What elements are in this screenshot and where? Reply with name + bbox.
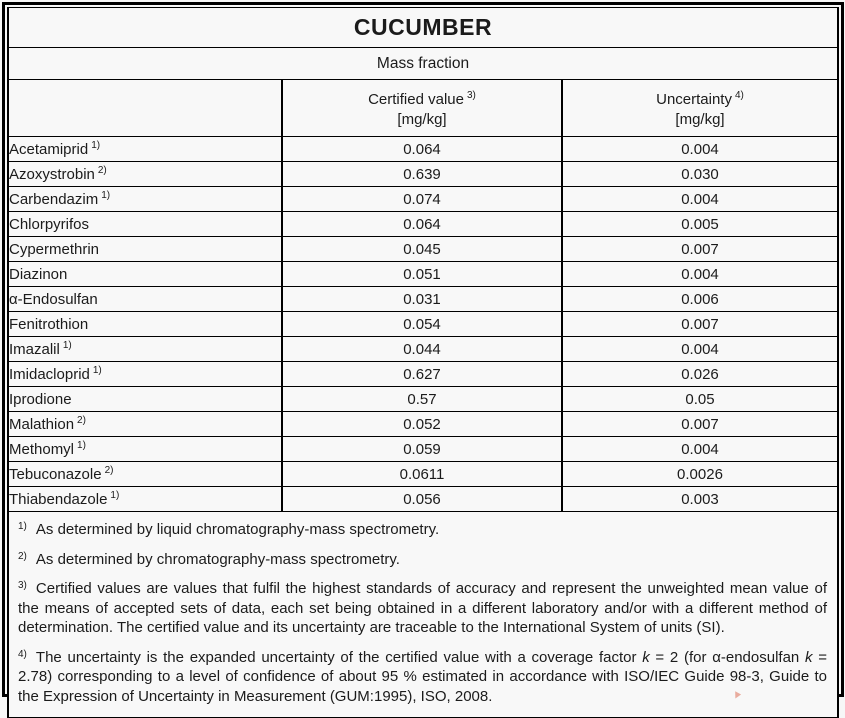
- table-row: [8, 187, 838, 212]
- substance-name: Azoxystrobin: [9, 166, 95, 183]
- table-row: [8, 162, 838, 187]
- table-row: [8, 487, 838, 512]
- certified-value-cell: 0.045: [282, 237, 562, 262]
- certified-value-label: [283, 86, 561, 110]
- uncertainty-cell: 0.003: [562, 487, 838, 512]
- uncertainty-cell: 0.030: [562, 162, 838, 187]
- subtitle-row: [8, 48, 838, 80]
- table-row: [8, 362, 838, 387]
- table-row: [8, 237, 838, 262]
- mass-fraction-label: Mass fraction: [8, 48, 838, 80]
- uncertainty-cell: 0.0026: [562, 462, 838, 487]
- empty-header-cell: [8, 80, 282, 137]
- substance-name-cell: [8, 387, 282, 412]
- footnote-ref: 2): [77, 415, 86, 426]
- footnote-ref: 1): [62, 340, 72, 351]
- certified-value-cell: 0.639: [282, 162, 562, 187]
- footnote-text: As determined by liquid chromatography-mass spectrometry.: [35, 521, 440, 538]
- uncertainty-cell: 0.006: [562, 287, 838, 312]
- table-row: [8, 262, 838, 287]
- footnote-text: As determined by chromatography-mass spectrometry.: [35, 550, 400, 568]
- substance-name-cell: [8, 137, 282, 162]
- uncertainty-cell: 0.004: [562, 337, 838, 362]
- footnote-ref: 1): [91, 140, 101, 151]
- substance-name: Iprodione: [9, 390, 72, 408]
- substance-name-cell: [8, 262, 282, 287]
- footnote-cell: [8, 512, 838, 718]
- header-label: Certified value: [368, 91, 464, 108]
- certified-value-cell: 0.054: [282, 312, 562, 337]
- table-row: [8, 287, 838, 312]
- substance-name: Carbendazim: [9, 191, 99, 208]
- substance-name-cell: [8, 312, 282, 337]
- footnote-ref: 1): [77, 440, 86, 451]
- uncertainty-cell: 0.005: [562, 212, 838, 237]
- certified-value-cell: 0.051: [282, 262, 562, 287]
- header-label: Uncertainty: [656, 91, 732, 108]
- certified-value-cell: 0.064: [282, 212, 562, 237]
- substance-rows: [8, 137, 838, 512]
- substance-name-cell: [8, 337, 282, 362]
- uncertainty-cell: 0.026: [562, 362, 838, 387]
- substance-name-cell: [8, 287, 282, 312]
- substance-name-cell: [8, 462, 282, 487]
- footnote-marker: 1): [18, 521, 27, 532]
- footnote: [18, 576, 827, 638]
- substance-name: Methomyl: [9, 441, 75, 458]
- table-row: [8, 437, 838, 462]
- footnote-ref: 1): [92, 365, 102, 376]
- footnote: [18, 547, 827, 570]
- substance-name: Chlorpyrifos: [9, 215, 90, 233]
- footnote-text: = 2.78) corresponding to a level of confidence of about 95 % estimated in accordance with ISO/IEC Guide 98-3, Guide to the Expression of Uncertainty in Measurement (GUM:1995), ISO, 2008.: [18, 648, 827, 705]
- uncertainty-cell: 0.007: [562, 237, 838, 262]
- uncertainty-label: [563, 86, 837, 110]
- certified-value-cell: 0.059: [282, 437, 562, 462]
- certified-value-cell: 0.056: [282, 487, 562, 512]
- substance-name-cell: [8, 412, 282, 437]
- table-row: [8, 137, 838, 162]
- substance-name: α-Endosulfan: [9, 290, 98, 308]
- certified-value-cell: 0.0611: [282, 462, 562, 487]
- footnote-text: k: [805, 648, 813, 666]
- uncertainty-cell: 0.007: [562, 312, 838, 337]
- certified-value-cell: 0.052: [282, 412, 562, 437]
- uncertainty-header: [562, 80, 838, 137]
- table-row: [8, 412, 838, 437]
- uncertainty-cell: 0.004: [562, 262, 838, 287]
- substance-name-cell: [8, 487, 282, 512]
- footnote-ref: 2): [104, 465, 114, 476]
- uncertainty-cell: 0.004: [562, 437, 838, 462]
- footnote-text: k: [642, 648, 650, 666]
- footnotes: [18, 517, 827, 706]
- footnote-ref-4: 4): [734, 90, 744, 101]
- footnote-ref: 2): [97, 165, 107, 176]
- substance-name: Imazalil: [9, 341, 60, 358]
- page-title: CUCUMBER: [8, 8, 838, 48]
- substance-name-cell: [8, 362, 282, 387]
- substance-name: Cypermethrin: [9, 240, 100, 258]
- certified-value-cell: 0.031: [282, 287, 562, 312]
- uncertainty-cell: 0.007: [562, 412, 838, 437]
- certificate-table-frame: [2, 2, 844, 705]
- footnote-marker: 3): [18, 580, 27, 591]
- substance-name-cell: [8, 162, 282, 187]
- footnote-text: Certified values are values that fulfil the highest standards of accuracy and represent the unweighted mean value of the means of accepted sets of data, each set being obtained in a different laboratory and/or with a different method of determination. The certified value and its uncertainty are traceable to the International System of units (SI).: [18, 580, 827, 636]
- substance-name-cell: [8, 237, 282, 262]
- footnote-marker: 4): [18, 648, 27, 660]
- footnote-text: The uncertainty is the expanded uncertainty of the certified value with a coverage factor: [35, 648, 643, 666]
- footnote-ref-3: 3): [466, 90, 476, 101]
- certified-value-cell: 0.57: [282, 387, 562, 412]
- substance-name: Acetamiprid: [9, 141, 89, 158]
- uncertainty-cell: 0.004: [562, 187, 838, 212]
- footnote-row: [8, 512, 838, 718]
- column-header-row: [8, 80, 838, 137]
- substance-name: Imidacloprid: [9, 366, 90, 383]
- footnote-marker: 2): [18, 550, 27, 562]
- uncertainty-cell: 0.004: [562, 137, 838, 162]
- substance-name: Fenitrothion: [9, 315, 89, 333]
- footnote-ref: 1): [110, 490, 120, 501]
- table-row: [8, 212, 838, 237]
- certified-value-cell: 0.044: [282, 337, 562, 362]
- substance-name-cell: [8, 212, 282, 237]
- substance-name-cell: [8, 437, 282, 462]
- table-row: [8, 387, 838, 412]
- substance-name: Tebuconazole: [9, 466, 102, 483]
- footnote: [18, 645, 827, 707]
- footnote: [18, 517, 827, 540]
- certified-value-cell: 0.627: [282, 362, 562, 387]
- substance-name-cell: [8, 187, 282, 212]
- certificate-table: [7, 7, 839, 718]
- substance-name: Diazinon: [9, 265, 68, 283]
- footnote-ref: 1): [101, 190, 111, 201]
- footnote-text: = 2 (for α-endosulfan: [649, 648, 805, 666]
- certified-value-unit: [mg/kg]: [397, 111, 447, 128]
- substance-name: Thiabendazole: [9, 491, 108, 508]
- uncertainty-cell: 0.05: [562, 387, 838, 412]
- uncertainty-unit: [mg/kg]: [675, 111, 725, 128]
- title-row: [8, 8, 838, 48]
- certified-value-header: [282, 80, 562, 137]
- certified-value-cell: 0.064: [282, 137, 562, 162]
- table-row: [8, 312, 838, 337]
- table-row: [8, 337, 838, 362]
- substance-name: Malathion: [9, 416, 75, 433]
- table-row: [8, 462, 838, 487]
- certified-value-cell: 0.074: [282, 187, 562, 212]
